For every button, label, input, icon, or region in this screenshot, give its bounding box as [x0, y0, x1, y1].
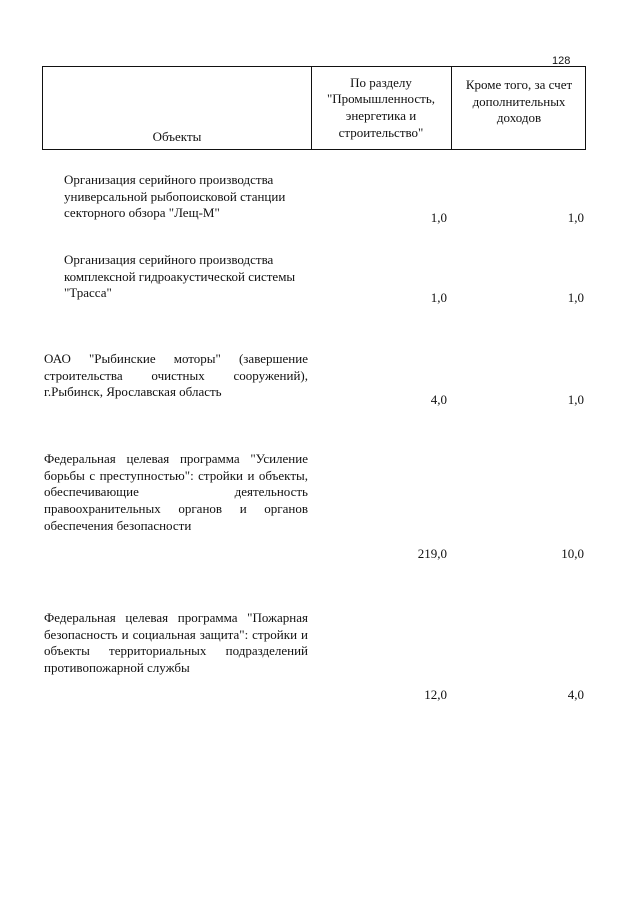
page-number: 128	[552, 55, 571, 67]
table-row-text: Федеральная целевая программа "Усиление борьбы с преступностью": стройки и объекты, обеспечивающие деятельность правоохранительных органов и органов обеспечения безопасности	[44, 451, 308, 533]
table-header	[42, 66, 586, 150]
table-row-value-extra: 4,0	[567, 687, 584, 702]
table-row-value-section: 219,0	[417, 546, 447, 561]
table-row-value-extra: 1,0	[567, 290, 584, 305]
header-objects: Объекты	[152, 129, 202, 144]
table-row-text: Федеральная целевая программа "Пожарная безопасность и социальная защита": стройки и объекты территориальных подразделений противопожарной службы	[44, 610, 308, 675]
header-divider	[451, 67, 452, 149]
table-row-value-section: 12,0	[424, 687, 447, 702]
table-row-value-section: 1,0	[430, 210, 447, 225]
table-row-text: Организация серийного производства комплексной гидроакустической системы "Трасса"	[64, 252, 296, 301]
table-row-text: Организация серийного производства универсальной рыбопоисковой станции секторного обзора "Лещ-М"	[64, 172, 286, 221]
table-row-value-section: 1,0	[430, 290, 447, 305]
header-col-section	[313, 67, 449, 149]
table-row-text: ОАО "Рыбинские моторы" (завершение строительства очистных сооружений), г.Рыбинск, Ярославская область	[44, 351, 308, 400]
header-col-extra	[453, 67, 585, 149]
header-col-section-label: По разделу "Промышленность, энергетика и строительство"	[326, 74, 436, 140]
table-row-value-section: 4,0	[430, 392, 447, 407]
header-divider	[311, 67, 312, 149]
table-row-value-extra: 1,0	[567, 392, 584, 407]
table-row-value-extra: 1,0	[567, 210, 584, 225]
header-col-extra-label: Кроме того, за счет дополнительных доходов	[465, 77, 573, 126]
table-row-value-extra: 10,0	[561, 546, 584, 561]
